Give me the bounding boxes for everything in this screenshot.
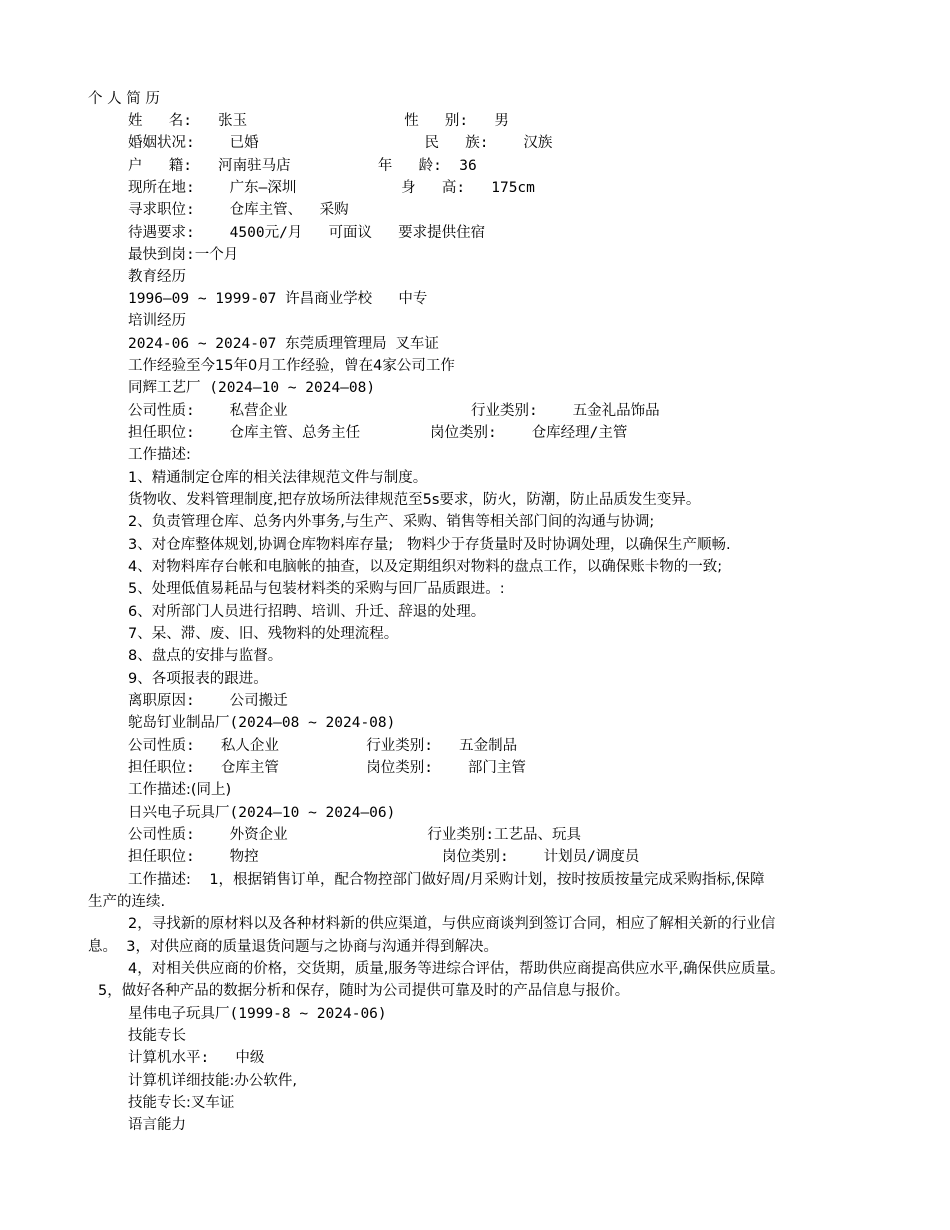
start-date-line: 最快到岗:一个月 (128, 247, 239, 263)
location-height-line: 现所在地: 广东—深圳 身 高: 175cm (128, 180, 535, 196)
job1-item: 6、对所部门人员进行招聘、培训、升迁、辞退的处理。 (128, 604, 486, 620)
job1-role: 担任职位: 仓库主管、总务主任 岗位类别: 仓库经理/主管 (128, 425, 628, 441)
job1-leave-reason: 离职原因: 公司搬迁 (128, 693, 288, 709)
salary-line: 待遇要求: 4500元/月 可面议 要求提供住宿 (128, 225, 486, 241)
job1-item: 7、呆、滞、废、旧、残物料的处理流程。 (128, 626, 399, 642)
job1-item: 1、精通制定仓库的相关法律规范文件与制度。 (128, 470, 428, 486)
skills-level: 计算机水平: 中级 (128, 1050, 265, 1066)
job3-desc-line: 2，寻找新的原材料以及各种材料新的供应渠道，与供应商谈判到签订合同，相应了解相关新的行业信 (128, 916, 776, 932)
job4-company: 星伟电子玩具厂(1999-8 ~ 2024-06) (128, 1006, 387, 1022)
job1-item: 5、处理低值易耗品与包装材料类的采购与回厂品质跟进。: (128, 581, 505, 597)
job3-company: 日兴电子玩具厂(2024—10 ~ 2024—06) (128, 805, 396, 821)
desired-position-line: 寻求职位: 仓库主管、 采购 (128, 202, 349, 218)
hukou-age-line: 户 籍: 河南驻马店 年 龄: 36 (128, 158, 477, 174)
marital-ethnicity-line: 婚姻状况: 已婚 民 族: 汉族 (128, 135, 553, 151)
education-entry: 1996—09 ~ 1999-07 许昌商业学校 中专 (128, 291, 428, 307)
job1-desc-label: 工作描述: (128, 447, 191, 463)
work-summary: 工作经验至今15年0月工作经验，曾在4家公司工作 (128, 358, 455, 374)
job1-nature: 公司性质: 私营企业 行业类别: 五金礼品饰品 (128, 403, 660, 419)
job2-role: 担任职位: 仓库主管 岗位类别: 部门主管 (128, 760, 526, 776)
job1-item: 8、盘点的安排与监督。 (128, 648, 283, 664)
skills-detail: 计算机详细技能:办公软件, (128, 1073, 297, 1089)
skills-heading: 技能专长 (128, 1028, 186, 1044)
job1-item: 4、对物料库存台帐和电脑帐的抽查，以及定期组织对物料的盘点工作，以确保账卡物的一致; (128, 559, 723, 575)
job1-item: 9、各项报表的跟进。 (128, 671, 268, 687)
training-entry: 2024-06 ~ 2024-07 东莞质理管理局 叉车证 (128, 336, 439, 352)
job2-company: 鸵岛钉业制品厂(2024—08 ~ 2024-08) (128, 715, 396, 731)
language-heading: 语言能力 (128, 1117, 186, 1133)
job3-role: 担任职位: 物控 岗位类别: 计划员/调度员 (128, 849, 640, 865)
job3-desc-line: 工作描述: 1，根据销售订单，配合物控部门做好周/月采购计划，按时按质按量完成采购指标,保障 (128, 872, 765, 888)
job3-nature: 公司性质: 外资企业 行业类别:工艺品、玩具 (128, 827, 582, 843)
resume-title: 个 人 简 历 (88, 91, 160, 107)
job3-desc-line: 5，做好各种产品的数据分析和保存，随时为公司提供可靠及时的产品信息与报价。 (98, 983, 630, 999)
education-heading: 教育经历 (128, 269, 186, 285)
job3-desc-line: 生产的连续. (88, 894, 166, 910)
job3-desc-line: 息。 3，对供应商的质量退货问题与之协商与沟通并得到解决。 (88, 939, 498, 955)
job1-item: 货物收、发料管理制度,把存放场所法律规范至5s要求，防火，防潮，防止品质发生变异。 (128, 492, 701, 508)
job2-nature: 公司性质: 私人企业 行业类别: 五金制品 (128, 738, 518, 754)
job1-item: 2、负责管理仓库、总务内外事务,与生产、采购、销售等相关部门间的沟通与协调; (128, 514, 655, 530)
skills-special: 技能专长:叉车证 (128, 1095, 235, 1111)
job2-desc: 工作描述:(同上) (128, 782, 232, 798)
job1-company: 同辉工艺厂 (2024—10 ~ 2024—08) (128, 380, 376, 396)
job1-item: 3、对仓库整体规划,协调仓库物料库存量; 物料少于存货量时及时协调处理，以确保生产顺畅. (128, 537, 731, 553)
training-heading: 培训经历 (128, 313, 186, 329)
job3-desc-line: 4，对相关供应商的价格，交货期，质量,服务等进综合评估，帮助供应商提高供应水平,确保供应质量。 (128, 961, 785, 977)
name-gender-line: 姓 名: 张玉 性 别: 男 (128, 113, 509, 129)
